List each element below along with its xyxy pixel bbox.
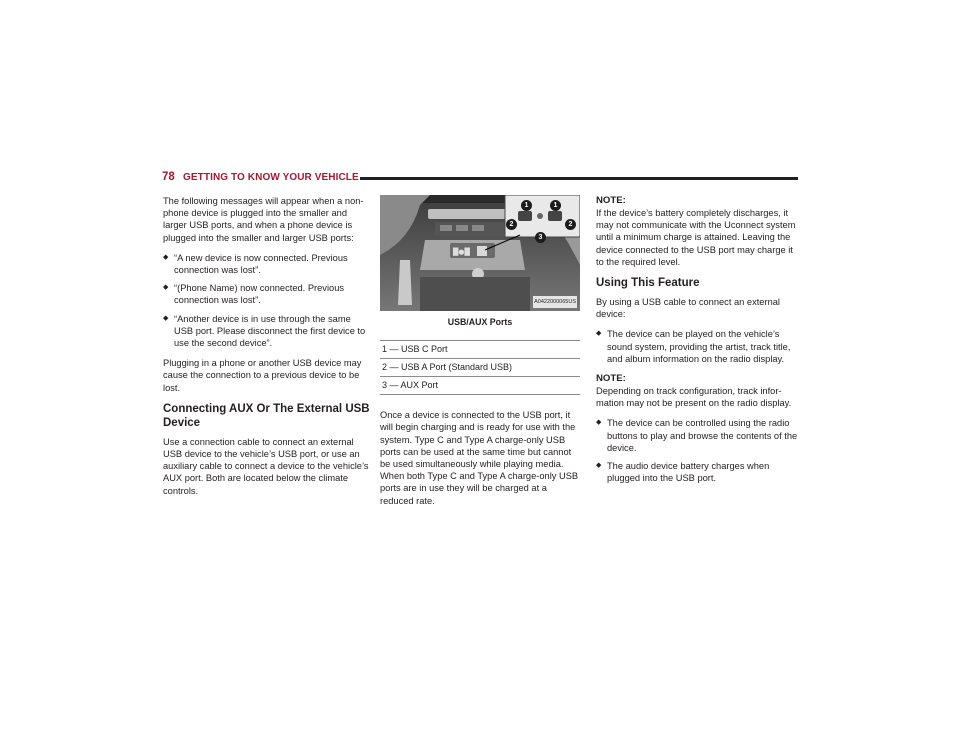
list-item: ◆ The device can be played on the vehicle’s sound system, providing the artist, track title, and album information on the radio display.: [596, 329, 791, 364]
column-middle: [380, 195, 580, 515]
callout-2a: 2: [506, 219, 517, 230]
callout-3: 3: [535, 232, 546, 243]
usb-aux-ports-figure: [380, 195, 580, 311]
console-illustration-icon: [380, 195, 580, 311]
legend-row: 3 — AUX Port: [380, 376, 580, 395]
feature-list: [596, 328, 801, 365]
message-list: [163, 252, 370, 349]
paragraph: Once a device is connected to the USB port, it will begin charging and is ready for use with the system. Type C and Type A charge-only USB ports can be used at the same time but cannot be used simultaneously while playing media. When both Type C and Type A charge-only USB ports are in use they will be charged at a reduced rate.: [380, 410, 579, 506]
list-item: ◆ “A new device is now connected. Previous connection was lost”.: [163, 252, 348, 276]
bullet-icon: ◆: [596, 419, 602, 427]
figure-caption: USB/AUX Ports: [447, 317, 513, 327]
list-item: ◆ “(Phone Name) now connected. Previous connection was lost”.: [163, 283, 345, 306]
paragraph: By using a USB cable to connect an external device:: [596, 297, 780, 320]
note-title: NOTE:: [596, 373, 626, 385]
bullet-icon: ◆: [596, 330, 602, 338]
bullet-icon: ◆: [596, 462, 602, 470]
list-item: ◆ “Another device is in use through the same USB port. Please disconnect the first device to use the second device”.: [163, 313, 366, 349]
list-item: ◆ The audio device battery charges when plugged into the USB port.: [596, 461, 770, 484]
page-header: [162, 171, 798, 185]
bullet-icon: ◆: [163, 314, 169, 322]
list-item: ◆ The device can be controlled using the radio buttons to play and browse the contents of the device.: [596, 418, 798, 453]
feature-list: [596, 417, 801, 484]
paragraph: Use a connection cable to connect an external USB device to the vehicle’s USB port, or use an auxiliary cable to connect a device to the vehicle’s AUX port. Both are located below the climate controls.: [163, 436, 369, 496]
column-right: [596, 195, 801, 492]
svg-text:█●█: █●█: [453, 248, 470, 256]
legend-row: 1 — USB C Port: [380, 340, 580, 358]
figure-code: A0422000065US: [533, 296, 577, 308]
note-text: If the device’s battery completely discharges, it may not communicate with the Uconnect system until a minimum charge is attained. Leaving the device connected to the USB port may charge it to the required level.: [596, 208, 796, 267]
callout-2b: 2: [565, 219, 576, 230]
note-title: NOTE:: [596, 195, 626, 206]
column-left: [163, 195, 370, 505]
paragraph: Plugging in a phone or another USB device may cause the connection to a previous device to be lost.: [163, 358, 362, 393]
header-rule: [360, 177, 798, 180]
bullet-icon: ◆: [163, 253, 169, 261]
intro-paragraph: The following messages will appear when a non-phone device is plugged into the smaller and larger USB ports, and when a phone device is plugged into the smaller and larger USB ports:: [163, 196, 364, 243]
legend-row: 2 — USB A Port (Standard USB): [380, 358, 580, 376]
heading-connecting-aux: Connecting AUX Or The External USB Device: [163, 402, 370, 429]
callout-1b: 1: [550, 200, 561, 211]
note-text: Depending on track configuration, track infor-mation may not be present on the radio display.: [596, 386, 792, 409]
page-number: 78: [162, 171, 175, 183]
section-title: GETTING TO KNOW YOUR VEHICLE: [183, 172, 359, 183]
heading-using-this-feature: Using This Feature: [596, 277, 700, 290]
callout-1a: 1: [521, 200, 532, 211]
bullet-icon: ◆: [163, 284, 169, 292]
